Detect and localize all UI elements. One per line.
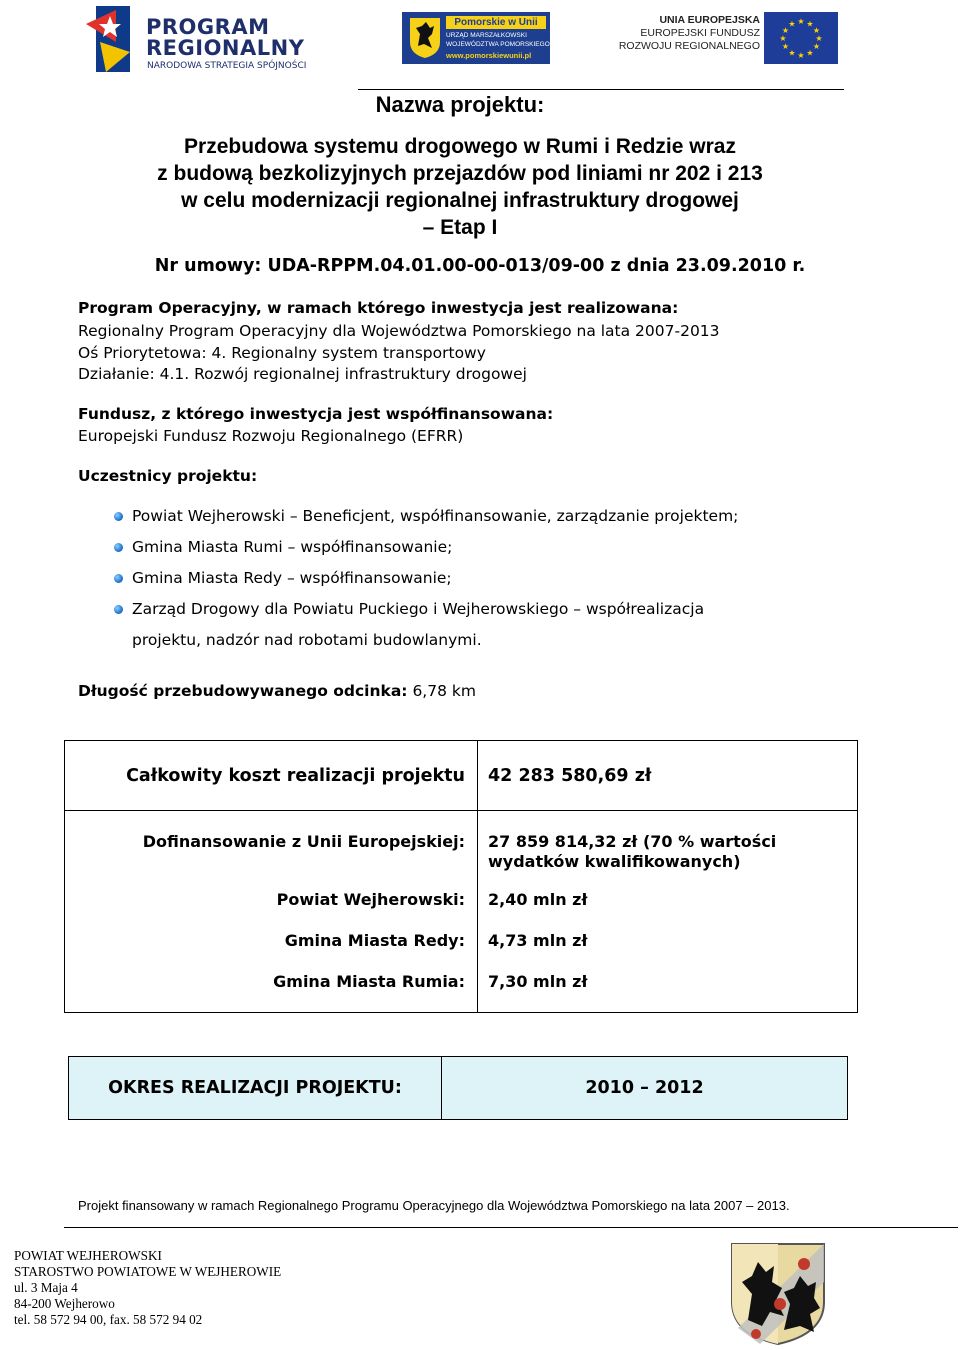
total-cost-value: 42 283 580,69 zł [478,741,858,811]
pomorskie-logo-line1: Pomorskie w Unii [446,16,546,29]
participant-item-continuation: projektu, nadzór nad robotami budowlanymi. [132,631,482,649]
bullet-icon [114,512,123,521]
project-title-line: – Etap I [422,216,498,239]
rumia-value: 7,30 mln zł [488,972,588,991]
pomorskie-logo-line2: URZĄD MARSZAŁKOWSKI [446,32,527,39]
svg-text:★: ★ [797,17,805,26]
redy-label: Gmina Miasta Redy: [284,931,465,950]
svg-text:★: ★ [779,34,787,43]
pomorskie-logo-line3: WOJEWÓDZTWA POMORSKIEGO [446,41,550,48]
program-logo-line3: NARODOWA STRATEGIA SPÓJNOŚCI [147,61,307,71]
svg-text:★: ★ [812,26,821,35]
project-title-line: Przebudowa systemu drogowego w Rumi i Redzie wraz [184,135,736,158]
powiat-crest-icon [730,1242,826,1346]
svg-text:★: ★ [797,51,805,60]
eu-stars-icon [764,12,838,64]
footer-note: Projekt finansowany w ramach Regionalnego Programu Operacyjnego dla Województwa Pomorskiego na lata 2007 – 2013. [78,1198,790,1213]
participant-item: Gmina Miasta Rumi – współfinansowanie; [132,538,453,556]
rumia-label: Gmina Miasta Rumia: [273,972,465,991]
bullet-icon [114,605,123,614]
svg-text:★: ★ [788,19,796,29]
eu-flag [764,12,838,64]
section-length [78,682,476,700]
participant-item: Zarząd Drogowy dla Powiatu Puckiego i Wejherowskiego – współrealizacja [132,600,705,618]
bullet-icon [114,574,123,583]
program-name: Regionalny Program Operacyjny dla Województwa Pomorskiego na lata 2007-2013 [78,322,720,340]
project-title-line: w celu modernizacji regionalnej infrastruktury drogowej [181,189,739,212]
program-logo-line2: REGIONALNY [146,36,305,60]
svg-text:★: ★ [815,34,823,43]
svg-text:★: ★ [781,26,790,35]
eu-funding-value-line2: wydatków kwalifikowanych) [488,852,741,871]
powiat-value: 2,40 mln zł [488,890,588,909]
address-line: 84-200 Wejherowo [14,1296,115,1311]
header-divider [358,89,844,90]
svg-text:★: ★ [788,48,796,58]
program-regionalny-logo [86,2,336,76]
project-title-line: z budową bezkolizyjnych przejazdów pod liniami nr 202 i 213 [157,162,763,185]
fund-label: Fundusz, z którego inwestycja jest współfinansowana: [78,405,554,423]
participant-item: Powiat Wejherowski – Beneficjent, współfinansowanie, zarządzanie projektem; [132,507,739,525]
length-label: Długość przebudowywanego odcinka: [78,682,408,700]
funding-labels-cell [65,811,478,1013]
measure: Działanie: 4.1. Rozwój regionalnej infrastruktury drogowej [78,365,527,383]
program-regionalny-emblem-icon [86,2,134,76]
svg-text:★: ★ [806,48,814,58]
svg-text:★: ★ [781,42,790,51]
pomorskie-w-unii-logo [402,12,550,64]
eu-logo-line2: EUROPEJSKI FUNDUSZ [640,27,760,39]
redy-value: 4,73 mln zł [488,931,588,950]
eu-logo-line1: UNIA EUROPEJSKA [659,14,760,26]
period-table [68,1056,848,1120]
participant-item: Gmina Miasta Redy – współfinansowanie; [132,569,452,587]
participants-label: Uczestnicy projektu: [78,467,258,485]
address-block [14,1248,281,1328]
griffin-shield-icon [408,16,442,60]
period-value: 2010 – 2012 [442,1057,848,1120]
period-label: OKRES REALIZACJI PROJEKTU: [69,1057,442,1120]
program-logo-line1: PROGRAM [146,15,270,39]
bullet-icon [114,543,123,552]
project-title [40,133,880,241]
address-line: POWIAT WEJHEROWSKI [14,1248,162,1263]
cost-table [64,740,858,1013]
priority-axis: Oś Priorytetowa: 4. Regionalny system transportowy [78,344,486,362]
fund-name: Europejski Fundusz Rozwoju Regionalnego (EFRR) [78,427,464,445]
svg-text:★: ★ [806,19,814,29]
eu-logo-line3: ROZWOJU REGIONALNEGO [618,40,760,52]
address-line: ul. 3 Maja 4 [14,1280,78,1295]
powiat-label: Powiat Wejherowski: [276,890,465,909]
funding-values-cell [478,811,858,1013]
length-value: 6,78 km [412,682,476,700]
eu-funding-label: Dofinansowanie z Unii Europejskiej: [142,832,465,851]
pomorskie-logo-url: www.pomorskiewunii.pl [446,51,532,60]
svg-text:★: ★ [812,42,821,51]
eu-logo-text [600,14,760,53]
contract-number: Nr umowy: UDA-RPPM.04.01.00-00-013/09-00 z dnia 23.09.2010 r. [154,256,806,276]
address-line: STAROSTWO POWIATOWE W WEJHEROWIE [14,1264,282,1279]
total-cost-label: Całkowity koszt realizacji projektu [65,741,478,811]
program-label: Program Operacyjny, w ramach którego inwestycja jest realizowana: [78,299,679,317]
address-line: tel. 58 572 94 00, fax. 58 572 94 02 [14,1312,203,1327]
project-name-heading: Nazwa projektu: [375,92,545,117]
eu-funding-value-line1: 27 859 814,32 zł (70 % wartości [488,832,777,851]
footer-divider [64,1227,958,1228]
